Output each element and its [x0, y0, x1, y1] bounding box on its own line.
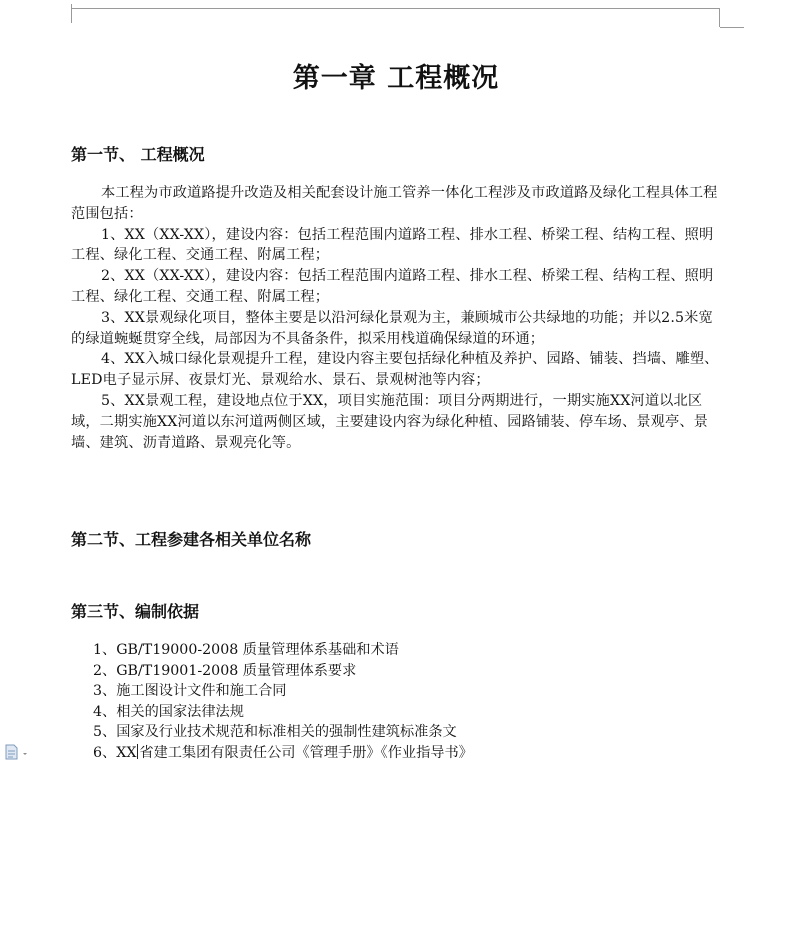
- section-3-title: 第三节、编制依据: [71, 602, 200, 621]
- section-1-body: [71, 183, 721, 453]
- paragraph: 1、XX（XX-XX），建设内容：包括工程范围内道路工程、排水工程、桥梁工程、结构工程、照明工程、绿化工程、交通工程、附属工程；: [71, 226, 714, 264]
- section-1-title: 第一节、 工程概况: [71, 145, 205, 164]
- section-2-title: 第二节、工程参建各相关单位名称: [71, 530, 312, 549]
- paragraph: 3、XX景观绿化项目，整体主要是以沿河绿化景观为主，兼顾城市公共绿地的功能；并以2.5米宽的绿道蜿蜒贯穿全线，局部因为不具备条件，拟采用栈道确保绿道的环通；: [71, 309, 713, 347]
- paragraph: 4、XX入城口绿化景观提升工程，建设内容主要包括绿化种植及养护、园路、铺装、挡墙、雕塑、LED电子显示屏、夜景灯光、景观给水、景石、景观树池等内容；: [71, 351, 719, 389]
- list-item: 4、相关的国家法律法规: [93, 703, 244, 720]
- list-item-rest: 省建工集团有限责任公司《管理手册》《作业指导书》: [139, 744, 473, 761]
- document-options-icon[interactable]: [4, 744, 32, 760]
- page-corner-mark-top-left: [71, 4, 72, 23]
- list-item: 1、GB/T19000-2008 质量管理体系基础和术语: [93, 642, 399, 658]
- paragraph: 2、XX（XX-XX），建设内容：包括工程范围内道路工程、排水工程、桥梁工程、结构工程、照明工程、绿化工程、交通工程、附属工程；: [71, 268, 714, 305]
- list-item-prefix: 6、XX: [93, 744, 137, 761]
- page-corner-mark-top-right-h: [720, 27, 744, 28]
- list-item: 5、国家及行业技术规范和标准相关的强制性建筑标准条文: [93, 724, 457, 741]
- chapter-title: 第一章 工程概况: [292, 63, 500, 94]
- list-item: 3、施工图设计文件和施工合同: [93, 683, 287, 700]
- reference-list: [93, 640, 713, 764]
- paragraph: 本工程为市政道路提升改造及相关配套设计施工管养一体化工程涉及市政道路及绿化工程具体工程范围包括：: [71, 185, 718, 222]
- page-top-rule: [72, 8, 720, 9]
- list-item: 2、GB/T19001-2008 质量管理体系要求: [93, 662, 357, 679]
- list-item: [93, 743, 713, 764]
- paragraph: 5、XX景观工程，建设地点位于XX，项目实施范围：项目分两期进行，一期实施XX河道以北区域，二期实施XX河道以东河道两侧区域，主要建设内容为绿化种植、园路铺装、停车场、景观亭、景墙、建筑、沥青道路、景观亮化等。: [71, 392, 709, 451]
- page-corner-mark-top-right: [719, 8, 720, 27]
